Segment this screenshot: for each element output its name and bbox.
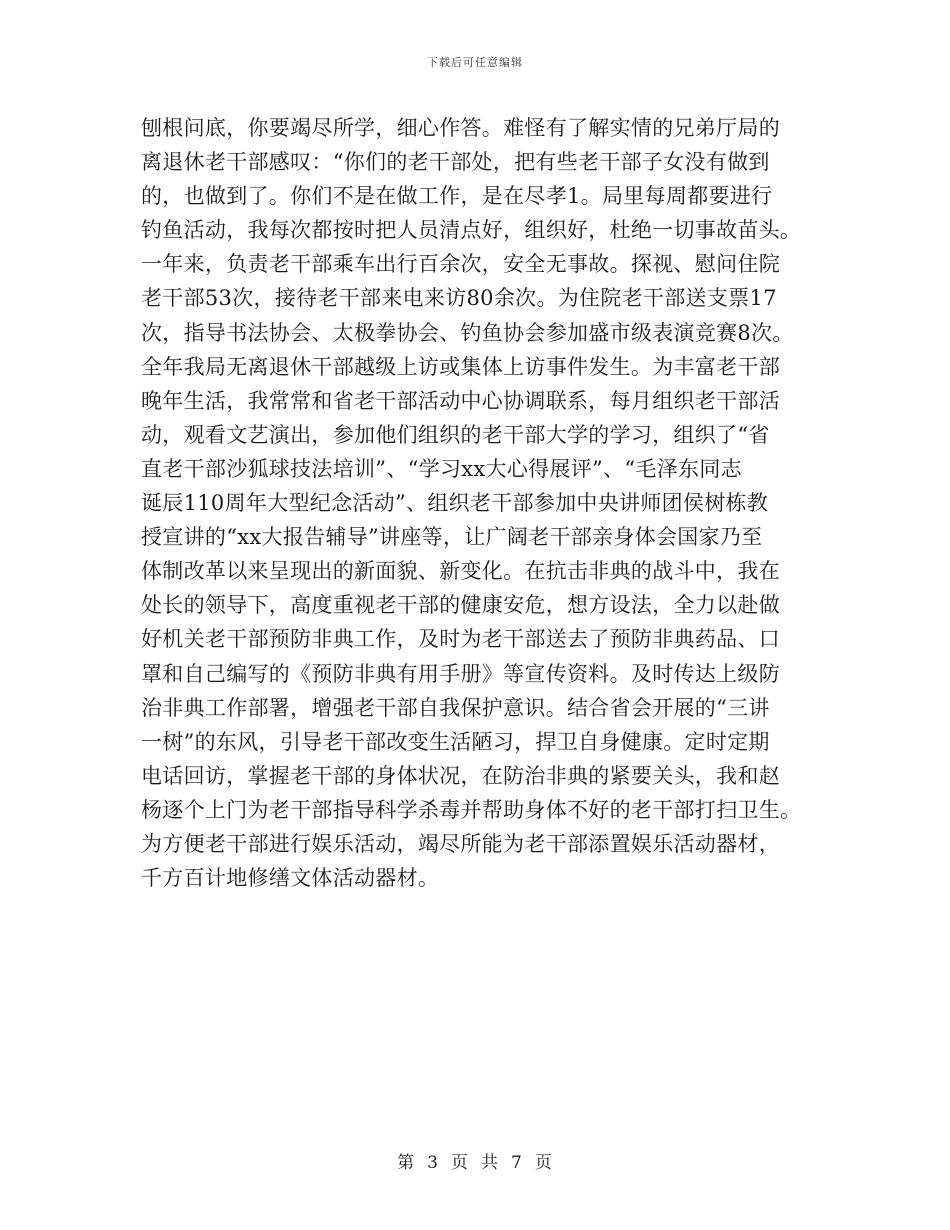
body-line: 晚年生活，我常常和省老干部活动中心协调联系，每月组织老干部活 — [141, 388, 780, 413]
current-page-number: 3 — [427, 1153, 439, 1173]
body-line: 的，也做到了。你们不是在做工作，是在尽孝1。局里每周都要进行 — [141, 184, 773, 209]
page-label-mid2: 共 — [481, 1153, 499, 1173]
document-body — [141, 111, 821, 895]
body-line: 罩和自己编写的《预防非典有用手册》等宣传资料。及时传达上级防 — [141, 661, 780, 686]
page-footer — [0, 1148, 950, 1173]
body-line: 体制改革以来呈现出的新面貌、新变化。在抗击非典的战斗中，我在 — [141, 559, 780, 584]
body-line: 全年我局无离退休干部越级上访或集体上访事件发生。为丰富老干部 — [141, 354, 780, 379]
body-line: 为方便老干部进行娱乐活动，竭尽所能为老干部添置娱乐活动器材， — [141, 831, 780, 856]
body-line: 次，指导书法协会、太极拳协会、钓鱼协会参加盛市级表演竞赛8次。 — [141, 320, 794, 345]
body-line: 千方百计地修缮文体活动器材。 — [141, 866, 440, 891]
body-line: 老干部53次，接待老干部来电来访80余次。为住院老干部送支票17 — [141, 286, 777, 311]
page-label-suffix: 页 — [534, 1153, 553, 1173]
total-pages-number: 7 — [511, 1153, 523, 1173]
page-label-mid1: 页 — [451, 1153, 469, 1173]
page-header-note: 下载后可任意编辑 — [427, 56, 523, 69]
body-line: 动，观看文艺演出，参加他们组织的老干部大学的学习，组织了“省 — [141, 422, 770, 447]
body-line: 诞辰110周年大型纪念活动”、组织老干部参加中央讲师团侯树栋教 — [141, 491, 769, 516]
page-label-prefix: 第 — [397, 1153, 416, 1173]
body-line: 一树”的东风，引导老干部改变生活陋习，捍卫自身健康。定时定期 — [141, 729, 770, 754]
body-line: 好机关老干部预防非典工作，及时为老干部送去了预防非典药品、口 — [141, 627, 780, 652]
body-line: 直老干部沙狐球技法培训”、“学习xx大心得展评”、“毛泽东同志 — [141, 456, 742, 481]
body-line: 授宣讲的“xx大报告辅导”讲座等，让广阔老干部亲身体会国家乃至 — [141, 525, 763, 550]
body-line: 治非典工作部署，增强老干部自我保护意识。结合省会开展的“三讲 — [141, 695, 770, 720]
body-line: 离退休老干部感叹：“你们的老干部处，把有些老干部子女没有做到 — [141, 150, 770, 175]
body-line: 电话回访，掌握老干部的身体状况，在防治非典的紧要关头，我和赵 — [141, 763, 780, 788]
body-line: 一年来，负责老干部乘车出行百余次，安全无事故。探视、慰问住院 — [141, 252, 780, 277]
body-line: 杨逐个上门为老干部指导科学杀毒并帮助身体不好的老干部打扫卫生。 — [141, 797, 802, 822]
body-line: 刨根问底，你要竭尽所学，细心作答。难怪有了解实情的兄弟厅局的 — [141, 116, 780, 140]
body-line: 钓鱼活动，我每次都按时把人员清点好，组织好，杜绝一切事故苗头。 — [141, 218, 802, 243]
body-line: 处长的领导下，高度重视老干部的健康安危，想方设法，全力以赴做 — [141, 593, 780, 618]
